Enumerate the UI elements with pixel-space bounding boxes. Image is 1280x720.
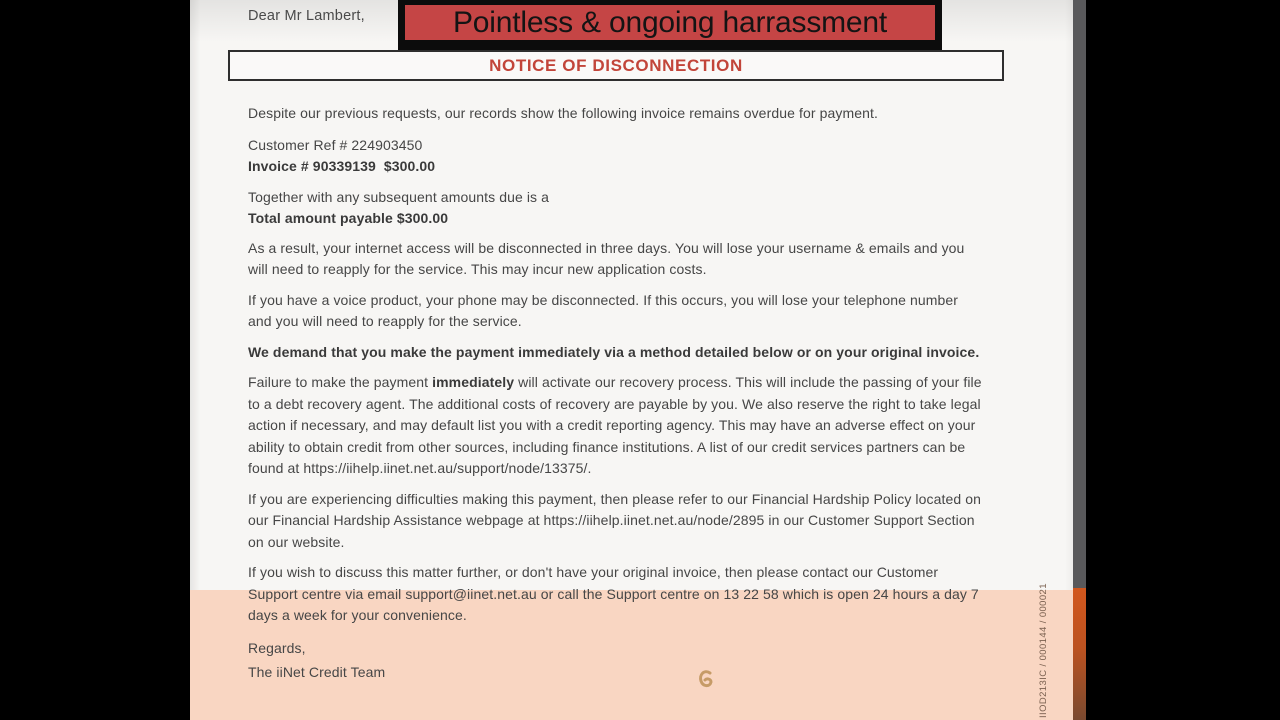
failure-text-start: Failure to make the payment: [248, 374, 433, 390]
salutation: Dear Mr Lambert,: [248, 8, 365, 24]
scan-edge-strip: [1073, 0, 1086, 720]
subsequent-line: Together with any subsequent amounts due is a: [248, 188, 550, 205]
total-line: Total amount payable $300.00: [248, 210, 449, 226]
reference-block: [248, 135, 984, 178]
failure-text-bold: immediately: [432, 374, 515, 390]
customer-ref-line: Customer Ref # 224903450: [248, 136, 423, 153]
paragraph-disconnect: As a result, your internet access will be disconnected in three days. You will lose your username & emails and you will need to reapply for the service. This may incur new application costs.: [248, 239, 965, 277]
amount-block: [248, 187, 984, 230]
failure-text-end: will activate our recovery process. This will include the passing of your file to a debt recovery agent. The additional costs of recovery are payable by you. We also reserve the right to take legal action if necessary, and may default list you with a credit reporting agency. This may have an adverse effect on your ability to obtain credit from other sources, including finance institutions. A list of our credit services partners can be found at https://iihelp.iinet.net.au/support/node/13375/.: [248, 374, 982, 476]
ink-smudge-mark: [696, 666, 718, 694]
paragraph-hardship: If you are experiencing difficulties making this payment, then please refer to our Financial Hardship Policy located on our Financial Hardship Assistance webpage at https://iihelp.iinet.net.au/node/2895 in our Customer Support Section on our website.: [248, 490, 982, 550]
scan-edge-strip-orange: [1073, 588, 1086, 720]
annotation-banner: [398, 0, 942, 50]
paragraph-demand: We demand that you make the payment immediately via a method detailed below or on your original invoice.: [248, 343, 980, 360]
paragraph-contact: If you wish to discuss this matter further, or don't have your original invoice, then please contact our Customer Support centre via email support@iinet.net.au or call the Support centre on 13 22 58 which is open 24 hours a day 7 days a week for your convenience.: [248, 564, 979, 623]
paragraph-voice: If you have a voice product, your phone may be disconnected. If this occurs, you will lose your telephone number and you will need to reapply for the service.: [248, 291, 959, 329]
notice-title: NOTICE OF DISCONNECTION: [489, 55, 743, 75]
paragraph-intro: Despite our previous requests, our records show the following invoice remains overdue for payment.: [248, 105, 878, 121]
letter-body: [248, 0, 984, 684]
closing-line: Regards,: [248, 639, 306, 656]
document-code-vertical: IIOD213IC / 000144 / 000021: [1038, 583, 1049, 718]
letter-document: [190, 0, 1073, 720]
invoice-line: Invoice # 90339139 $300.00: [248, 158, 436, 174]
paragraph-failure: [248, 372, 984, 480]
annotation-banner-text: Pointless & ongoing harrassment: [452, 5, 888, 39]
signature-line: The iiNet Credit Team: [248, 664, 386, 680]
annotation-banner-inner: [405, 5, 935, 40]
